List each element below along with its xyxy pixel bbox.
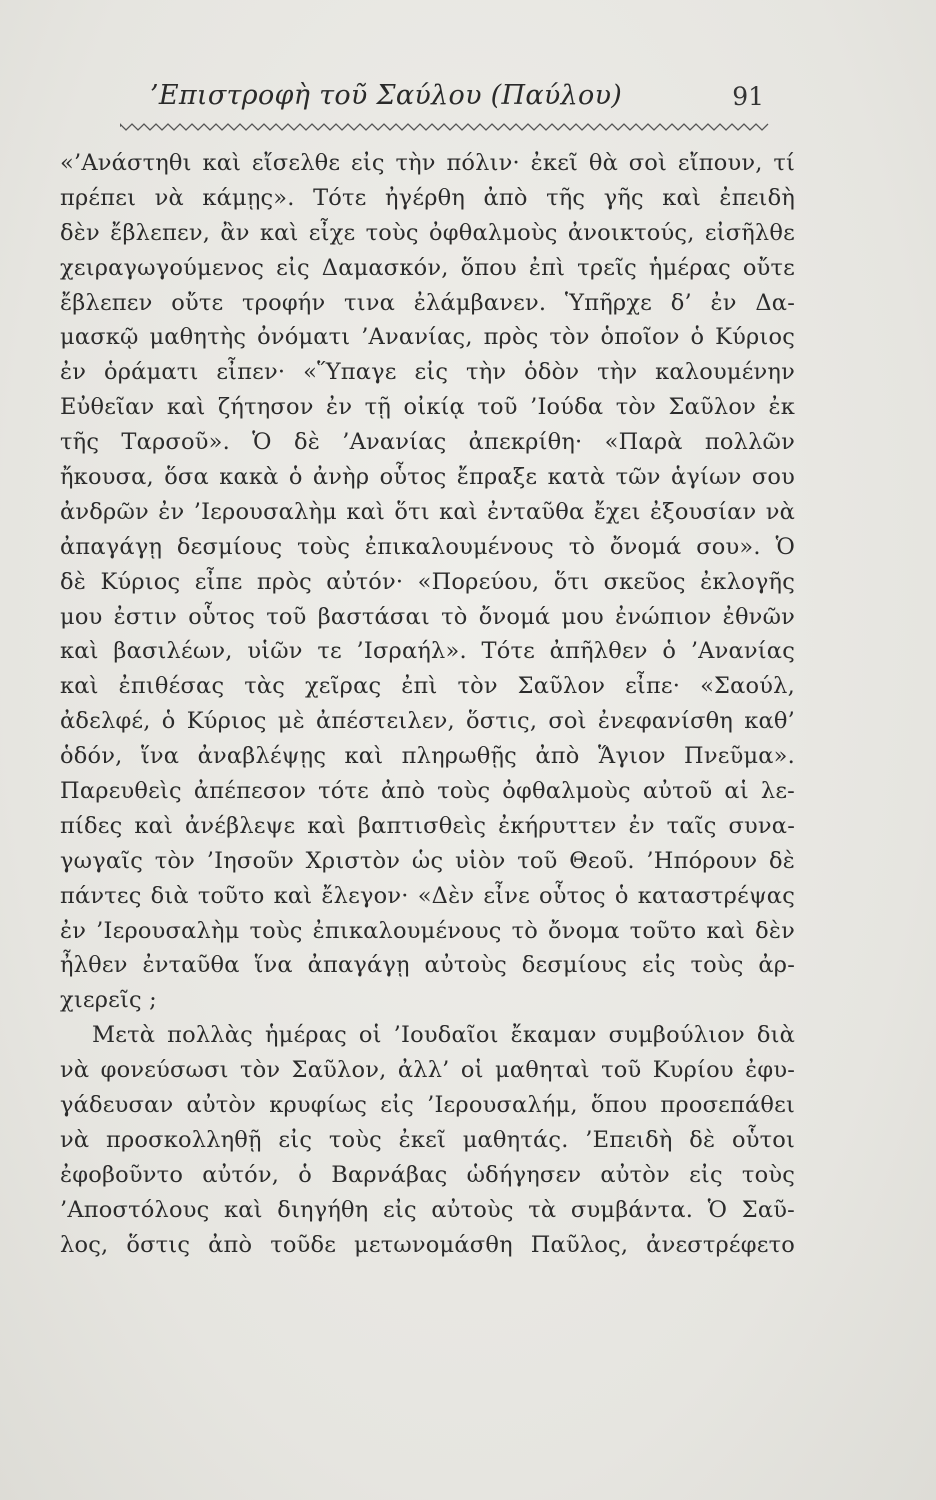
text-line: πρέπει νὰ κάμῃς». Τότε ἠγέρθη ἀπὸ τῆς γῆς καὶ ἐπειδὴ (60, 184, 795, 211)
text-line: καὶ βασιλέων, υἱῶν τε ’Ισραήλ». Τότε ἀπῆλθεν ὁ ’Ανανίας (60, 638, 795, 665)
text-line: ἦλθεν ἐνταῦθα ἵνα ἀπαγάγῃ αὐτοὺς δεσμίους εἰς τοὺς ἀρ- (60, 952, 795, 979)
text-line: χιερεῖς ; (60, 987, 157, 1014)
text-line: νὰ προσκολληθῇ εἰς τοὺς ἐκεῖ μαθητάς. ’Επειδὴ δὲ οὗτοι (60, 1126, 795, 1153)
page-header (150, 80, 770, 124)
text-line: δὲ Κύριος εἶπε πρὸς αὐτόν· «Πορεύου, ὅτι σκεῦος ἐκλογῆς (60, 568, 795, 595)
text-line: χειραγωγούμενος εἰς Δαμασκόν, ὅπου ἐπὶ τρεῖς ἡμέρας οὔτε (60, 254, 795, 281)
text-line: γωγαῖς τὸν ’Ιησοῦν Χριστὸν ὡς υἱὸν τοῦ Θεοῦ. ’Ηπόρουν δὲ (60, 847, 795, 874)
text-line: ἤκουσα, ὅσα κακὰ ὁ ἀνὴρ οὗτος ἔπραξε κατὰ τῶν ἁγίων σου (60, 464, 795, 491)
text-line: ἀνδρῶν ἐν ’Ιερουσαλὴμ καὶ ὅτι καὶ ἐνταῦθα ἔχει ἐξουσίαν νὰ (60, 498, 795, 525)
wavy-rule (120, 121, 770, 133)
text-line: ἐν ὁράματι εἶπεν· «Ὕπαγε εἰς τὴν ὁδὸν τὴν καλουμένην (60, 359, 795, 386)
text-line: ἔβλεπεν οὔτε τροφήν τινα ἐλάμβανεν. Ὑπῆρχε δ’ ἐν Δα- (60, 289, 795, 316)
body-text (60, 146, 795, 1263)
text-line: Παρευθεὶς ἀπέπεσον τότε ἀπὸ τοὺς ὀφθαλμοὺς αὐτοῦ αἱ λε- (60, 778, 795, 805)
text-line: γάδευσαν αὐτὸν κρυφίως εἰς ’Ιερουσαλήμ, ὅπου προσεπάθει (60, 1092, 795, 1119)
text-line: πάντες διὰ τοῦτο καὶ ἔλεγον· «Δὲν εἶνε οὗτος ὁ καταστρέψας (60, 882, 795, 909)
page-number: 91 (732, 82, 764, 111)
text-line: πίδες καὶ ἀνέβλεψε καὶ βαπτισθεὶς ἐκήρυττεν ἐν ταῖς συνα- (60, 812, 795, 839)
text-line: καὶ ἐπιθέσας τὰς χεῖρας ἐπὶ τὸν Σαῦλον εἶπε· «Σαούλ, (60, 673, 795, 700)
text-line: λος, ὅστις ἀπὸ τοῦδε μετωνομάσθη Παῦλος, ἀνεστρέφετο (60, 1231, 795, 1258)
text-line: «’Ανάστηθι καὶ εἴσελθε εἰς τὴν πόλιν· ἐκεῖ θὰ σοὶ εἴπουν, τί (60, 150, 795, 176)
text-line: ἀδελφέ, ὁ Κύριος μὲ ἀπέστειλεν, ὅστις, σοὶ ἐνεφανίσθη καθ’ (60, 708, 795, 735)
text-line: ἀπαγάγῃ δεσμίους τοὺς ἐπικαλουμένους τὸ ὄνομά σου». Ὁ (60, 533, 795, 560)
text-line: τῆς Ταρσοῦ». Ὁ δὲ ’Ανανίας ἀπεκρίθη· «Παρὰ πολλῶν (60, 429, 795, 456)
text-line: ἐφοβοῦντο αὐτόν, ὁ Βαρνάβας ὡδήγησεν αὐτὸν εἰς τοὺς (60, 1161, 795, 1188)
text-line: Εὐθεῖαν καὶ ζήτησον ἐν τῇ οἰκίᾳ τοῦ ’Ιούδα τὸν Σαῦλον ἐκ (60, 394, 795, 421)
text-line: νὰ φονεύσωσι τὸν Σαῦλον, ἀλλ’ οἱ μαθηταὶ τοῦ Κυρίου ἐφυ- (60, 1057, 795, 1084)
text-line: Μετὰ πολλὰς ἡμέρας οἱ ’Ιουδαῖοι ἔκαμαν συμβούλιον διὰ (92, 1022, 795, 1049)
running-title: ’Επιστροφὴ τοῦ Σαύλου (Παύλου) (150, 80, 623, 111)
text-line: μασκῷ μαθητὴς ὀνόματι ’Ανανίας, πρὸς τὸν ὁποῖον ὁ Κύριος (60, 324, 795, 351)
text-line: μου ἐστιν οὗτος τοῦ βαστάσαι τὸ ὄνομά μου ἐνώπιον ἐθνῶν (60, 603, 795, 630)
text-line: ἐν ’Ιερουσαλὴμ τοὺς ἐπικαλουμένους τὸ ὄνομα τοῦτο καὶ δὲν (60, 917, 795, 944)
text-line: ὁδόν, ἵνα ἀναβλέψῃς καὶ πληρωθῇς ἀπὸ Ἅγιον Πνεῦμα». (60, 743, 795, 770)
text-line: δὲν ἔβλεπεν, ἂν καὶ εἶχε τοὺς ὀφθαλμοὺς ἀνοικτούς, εἰσῆλθε (60, 219, 795, 246)
text-line: ’Αποστόλους καὶ διηγήθη εἰς αὐτοὺς τὰ συμβάντα. Ὁ Σαῦ- (60, 1196, 795, 1223)
